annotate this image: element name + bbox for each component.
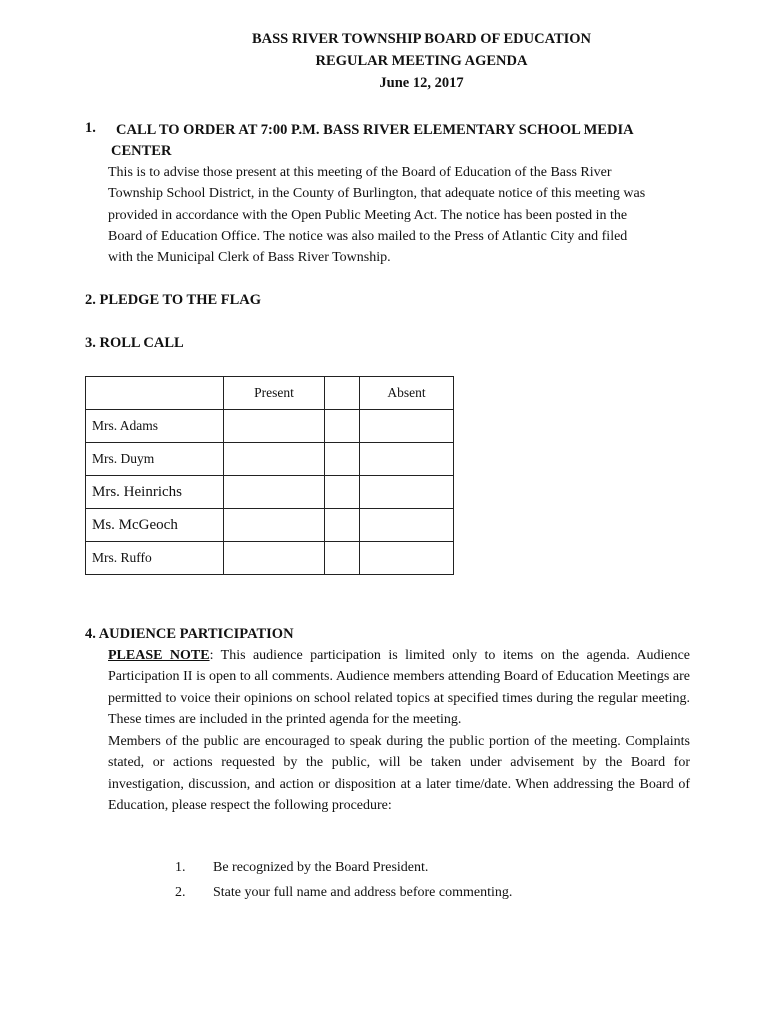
blank-cell xyxy=(325,410,360,443)
absent-header: Absent xyxy=(360,377,454,410)
member-name: Ms. McGeoch xyxy=(86,509,224,542)
blank-cell xyxy=(325,542,360,575)
procedure-text: Be recognized by the Board President. xyxy=(213,860,429,875)
absent-cell xyxy=(360,443,454,476)
section-1-title-line1: CALL TO ORDER AT 7:00 P.M. BASS RIVER ELEMENTARY SCHOOL MEDIA xyxy=(116,122,634,138)
blank-cell xyxy=(325,443,360,476)
table-row xyxy=(86,476,454,509)
section-1-number: 1. xyxy=(85,120,96,136)
absent-cell xyxy=(360,542,454,575)
member-name: Mrs. Heinrichs xyxy=(86,476,224,509)
header-blank-cell xyxy=(86,377,224,410)
procedure-number: 2. xyxy=(175,885,186,900)
please-note-text: : This audience participation is limited only to items on the agenda. Audience Participation II is open to all comments. Audience members attending Board of Education Meetings are permitted to voice their opinions on school related topics at specified times during the regular meeting. These times are included in the printed agenda for the meeting. xyxy=(108,648,691,727)
roll-call-table xyxy=(85,376,454,575)
section-4-note xyxy=(108,645,690,730)
absent-cell xyxy=(360,476,454,509)
header-subtitle: REGULAR MEETING AGENDA xyxy=(315,53,528,69)
absent-cell xyxy=(360,410,454,443)
section-1-body xyxy=(108,162,690,268)
present-cell xyxy=(224,509,325,542)
present-cell xyxy=(224,410,325,443)
section-1-line: Township School District, in the County of Burlington, that adequate notice of this meeting was xyxy=(108,186,646,202)
section-3-title: 3. ROLL CALL xyxy=(85,335,184,351)
table-row xyxy=(86,542,454,575)
section-4-title: 4. AUDIENCE PARTICIPATION xyxy=(85,626,294,642)
absent-cell xyxy=(360,509,454,542)
present-cell xyxy=(224,542,325,575)
section-1-line: with the Municipal Clerk of Bass River Township. xyxy=(108,250,391,266)
procedure-number: 1. xyxy=(175,860,186,875)
procedure-text: State your full name and address before commenting. xyxy=(213,885,513,900)
section-1-line: Board of Education Office. The notice was also mailed to the Press of Atlantic City and filed xyxy=(108,228,628,244)
member-name: Mrs. Ruffo xyxy=(86,542,224,575)
section-1-line: This is to advise those present at this meeting of the Board of Education of the Bass River xyxy=(108,165,612,180)
please-note-label: PLEASE NOTE xyxy=(108,648,210,663)
blank-cell xyxy=(325,509,360,542)
procedure-item xyxy=(175,885,512,901)
present-cell xyxy=(224,476,325,509)
section-2-title: 2. PLEDGE TO THE FLAG xyxy=(85,292,262,308)
table-row xyxy=(86,443,454,476)
member-name: Mrs. Adams xyxy=(86,410,224,443)
procedure-item xyxy=(175,860,428,876)
present-header: Present xyxy=(224,377,325,410)
section-4-paragraph: Members of the public are encouraged to speak during the public portion of the meeting. Complaints stated, or actions requested by the public, will be taken under advisement by the Board for investigation, discussion, and action or disposition at a later time/date. When addressing the Board of Education, please respect the following procedure: xyxy=(108,734,690,813)
document-header xyxy=(0,28,770,94)
present-cell xyxy=(224,443,325,476)
header-date: June 12, 2017 xyxy=(379,75,464,91)
section-1-title-line2: CENTER xyxy=(111,143,172,159)
table-row xyxy=(86,410,454,443)
member-name: Mrs. Duym xyxy=(86,443,224,476)
table-row xyxy=(86,509,454,542)
blank-cell xyxy=(325,476,360,509)
section-1-line: provided in accordance with the Open Public Meeting Act. The notice has been posted in the xyxy=(108,207,628,223)
blank-header xyxy=(325,377,360,410)
header-title: BASS RIVER TOWNSHIP BOARD OF EDUCATION xyxy=(251,31,592,47)
roll-call-header-row xyxy=(86,377,454,410)
